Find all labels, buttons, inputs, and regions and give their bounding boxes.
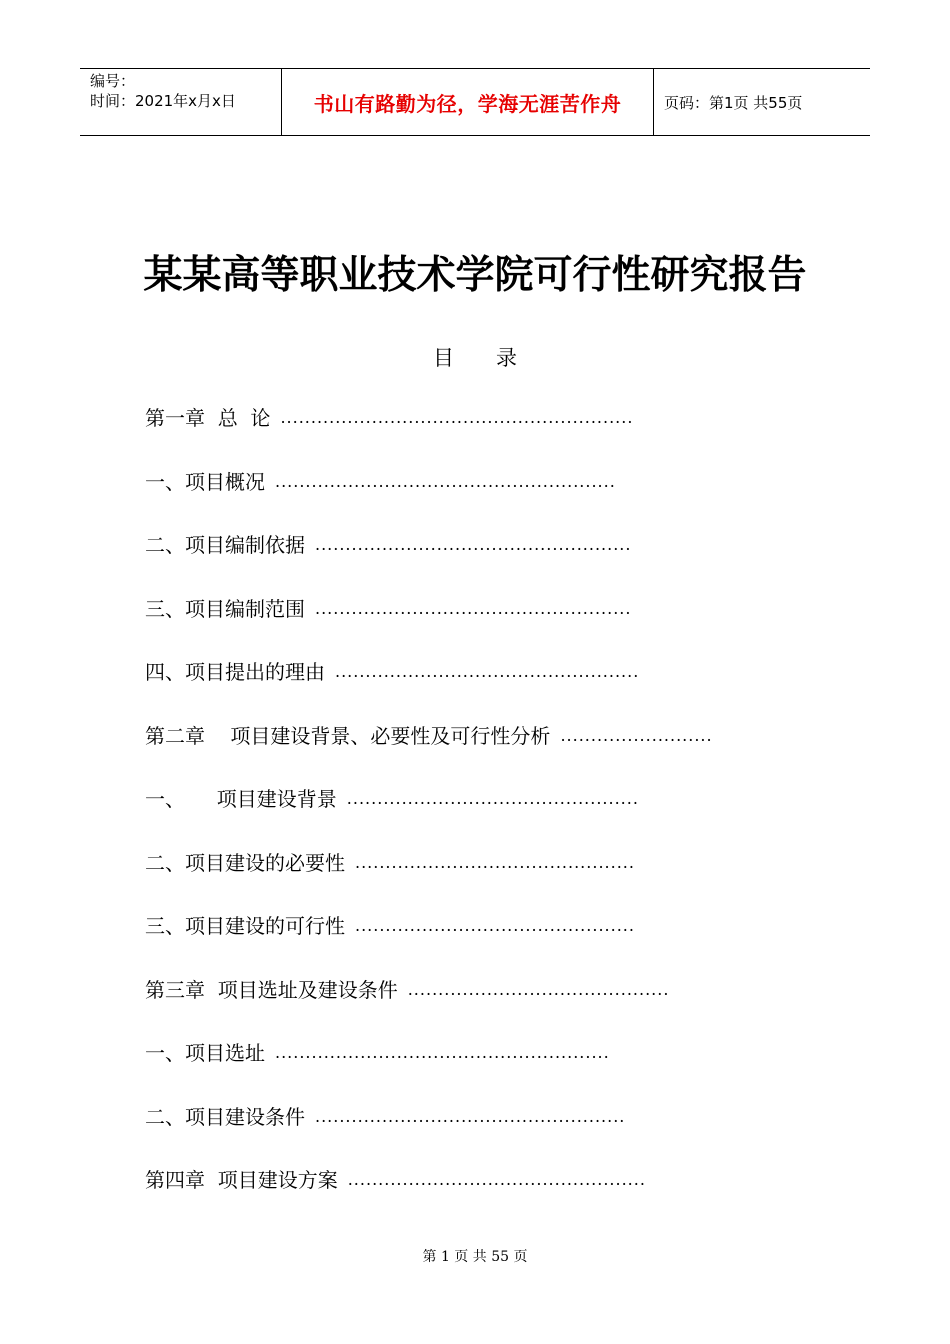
header-meta	[80, 69, 281, 135]
toc-entry-leader: .................................................	[347, 1170, 646, 1189]
toc-entry[interactable]	[145, 781, 845, 845]
toc-entry[interactable]	[145, 591, 845, 655]
toc-entry-label: 第一章 总 论	[145, 406, 271, 430]
toc-entry-label: 三、项目编制范围	[145, 596, 305, 621]
toc-entry-label: 二、项目编制依据	[145, 533, 305, 557]
toc-entry-label: 二、项目建设的必要性	[145, 850, 345, 875]
toc-entry[interactable]	[145, 908, 845, 972]
toc-entry-label: 一、项目选址	[145, 1041, 265, 1065]
toc-entry[interactable]	[145, 845, 845, 909]
document-title: 某某高等职业技术学院可行性研究报告	[143, 253, 807, 298]
toc-entry-leader: ................................................	[346, 789, 639, 808]
time-label: 时间：2021年x月x日	[90, 92, 236, 110]
toc-entry-leader: ....................................................	[315, 535, 632, 554]
toc-entry-leader: ...................................................	[315, 1106, 626, 1126]
toc-entry[interactable]	[145, 718, 845, 782]
toc-entry[interactable]	[145, 400, 845, 464]
toc-entry[interactable]	[145, 1099, 845, 1163]
toc-entry-leader: ..........................................................	[280, 408, 634, 427]
toc-entry-label: 二、项目建设条件	[145, 1104, 305, 1129]
number-label: 编号：	[90, 72, 136, 90]
toc-entry-leader: ..................................................	[335, 662, 640, 681]
toc-entry-label: 第二章 项目建设背景、必要性及可行性分析	[145, 723, 551, 748]
toc-entry-label: 一、项目概况	[145, 469, 265, 494]
toc-entry-label: 第四章 项目建设方案	[145, 1168, 338, 1192]
page-footer: 第 1 页 共 55 页	[422, 1249, 528, 1265]
toc-entry-label: 四、项目提出的理由	[145, 660, 325, 684]
toc-entry-label: 三、项目建设的可行性	[145, 914, 345, 938]
table-of-contents	[145, 400, 845, 1226]
toc-entry[interactable]	[145, 972, 845, 1036]
toc-entry-leader: .......................................................	[275, 1043, 610, 1062]
toc-entry-leader: ..............................................	[355, 852, 635, 872]
toc-entry-leader: .........................	[560, 725, 713, 745]
toc-entry[interactable]	[145, 464, 845, 528]
toc-entry[interactable]	[145, 527, 845, 591]
toc-entry-leader: ....................................................	[315, 598, 632, 618]
toc-entry-label: 第三章 项目选址及建设条件	[145, 977, 398, 1002]
toc-entry-leader: ...........................................	[407, 979, 670, 999]
header-page-info: 页码：第1页 共55页	[664, 93, 803, 112]
header-motto: 书山有路勤为径，学海无涯苦作舟	[281, 69, 654, 135]
toc-entry[interactable]	[145, 654, 845, 718]
toc-heading: 目录	[433, 346, 559, 370]
toc-entry[interactable]	[145, 1035, 845, 1099]
toc-entry-leader: ........................................................	[275, 471, 616, 491]
toc-entry-leader: ..............................................	[355, 916, 635, 935]
header-table	[80, 68, 870, 136]
toc-entry-label: 一、 项目建设背景	[145, 787, 337, 811]
toc-entry[interactable]	[145, 1162, 845, 1226]
